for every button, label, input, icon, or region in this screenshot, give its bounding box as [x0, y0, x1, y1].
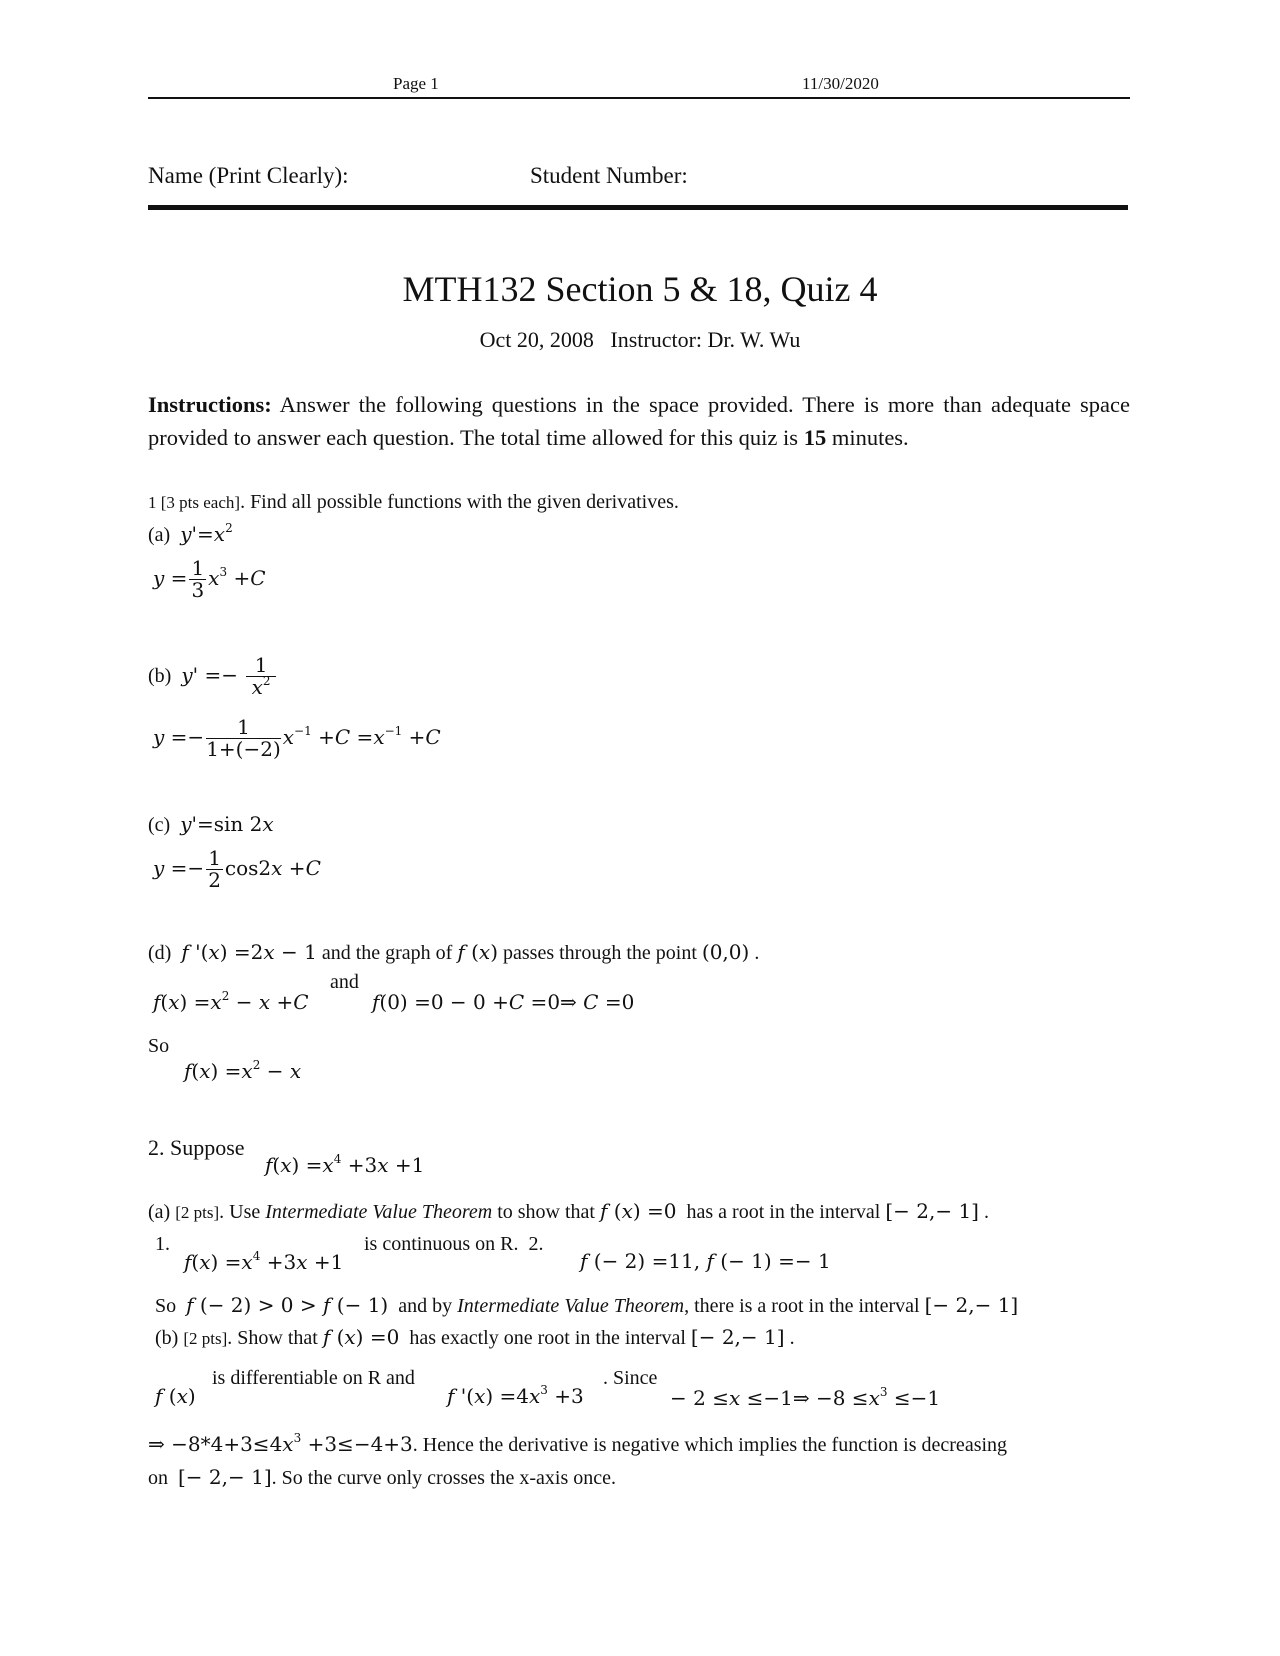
- header-divider: [148, 97, 1130, 99]
- q2a-question: (a) [2 pts]. Use Intermediate Value Theorem to show that f (x) =0 has a root in the interval [− 2,− 1] .: [148, 1199, 989, 1223]
- q1b-answer: y =− $\frac{1}{1+(-2)}$ $x^{-1} +C =x^{-1} +C$: [153, 715, 441, 761]
- name-label: Name (Print Clearly):: [148, 163, 349, 188]
- q1c-answer: y =− $\frac{1}{2}$ cos2x +C: [153, 846, 321, 892]
- q2b-closing-line: on [− 2,− 1]. So the curve only crosses the x-axis once.: [148, 1465, 617, 1489]
- q2a-step2-values: f (− 2) =11, f (− 1) =− 1: [580, 1249, 831, 1273]
- q2b-question: (b) [2 pts]. Show that f (x) =0 has exactly one root in the interval [− 2,− 1] .: [155, 1325, 795, 1349]
- q1a-question: (a) $y'=x^2$: [148, 521, 233, 546]
- q2a-step1-text: is continuous on R. 2.: [364, 1233, 544, 1255]
- print-date: 11/30/2020: [802, 74, 879, 93]
- q2a-step1-label: 1.: [155, 1233, 170, 1255]
- q1d-and: and: [330, 971, 359, 993]
- q1-heading: 1 [3 pts each]. Find all possible functions with the given derivatives.: [148, 491, 679, 513]
- instructions: Instructions: Answer the following questions in the space provided. There is more than adequate space provided to answer each question. The total time allowed for this quiz is 15 minutes.: [148, 392, 1130, 450]
- q1b-question: (b) y' =− $\frac{1}{x^2}$: [148, 653, 274, 699]
- name-divider: [148, 205, 1128, 210]
- q2b-differentiable: is differentiable on R and: [212, 1367, 415, 1389]
- q2b-since: . Since: [603, 1367, 658, 1389]
- q2a-step1-function: $f(x) =x^4 +3x +1$: [184, 1249, 344, 1274]
- page-subtitle: Oct 20, 2008 Instructor: Dr. W. Wu: [479, 327, 801, 352]
- q2-function: $f(x) =x^4 +3x +1$: [265, 1152, 425, 1177]
- q2-heading: 2. Suppose: [148, 1135, 245, 1160]
- q2a-conclusion: So f (− 2) > 0 > f (− 1) and by Intermediate Value Theorem, there is a root in the interval [− 2,− 1]: [155, 1293, 1019, 1317]
- q2b-inequality-line: ⇒ $-8*4+3\le 4x^3 +3\le-4+3$. Hence the derivative is negative which implies the function is decreasing: [148, 1431, 1008, 1456]
- q1d-question: (d) f '(x) =2x − 1 and the graph of f (x) passes through the point (0,0) .: [148, 940, 760, 964]
- q2b-derivative: f '$(x) =4x^3 +3$: [447, 1383, 584, 1408]
- q1d-work-left: $f(x) =x^2 - x +C$: [153, 989, 309, 1014]
- q1a-answer: y = $\frac{1}{3}$ $x^3 +C$: [153, 556, 266, 602]
- q2b-bounds: − 2 ≤x ≤−1⇒ $-8 \le x^3 \le-1$: [670, 1385, 941, 1410]
- page-number: Page 1: [393, 74, 439, 93]
- page-title: MTH132 Section 5 & 18, Quiz 4: [402, 269, 878, 309]
- instructions-label: Instructions:: [148, 392, 272, 417]
- q1d-work-right: f(0) =0 − 0 +C =0⇒ C =0: [372, 990, 635, 1014]
- q1c-question: (c) y'=sin 2x: [148, 812, 274, 836]
- q1d-answer: $f(x) =x^2 - x$: [184, 1058, 302, 1083]
- q2b-fx: f (x): [155, 1384, 196, 1408]
- q1d-so: So: [148, 1035, 170, 1057]
- student-number-label: Student Number:: [530, 163, 688, 188]
